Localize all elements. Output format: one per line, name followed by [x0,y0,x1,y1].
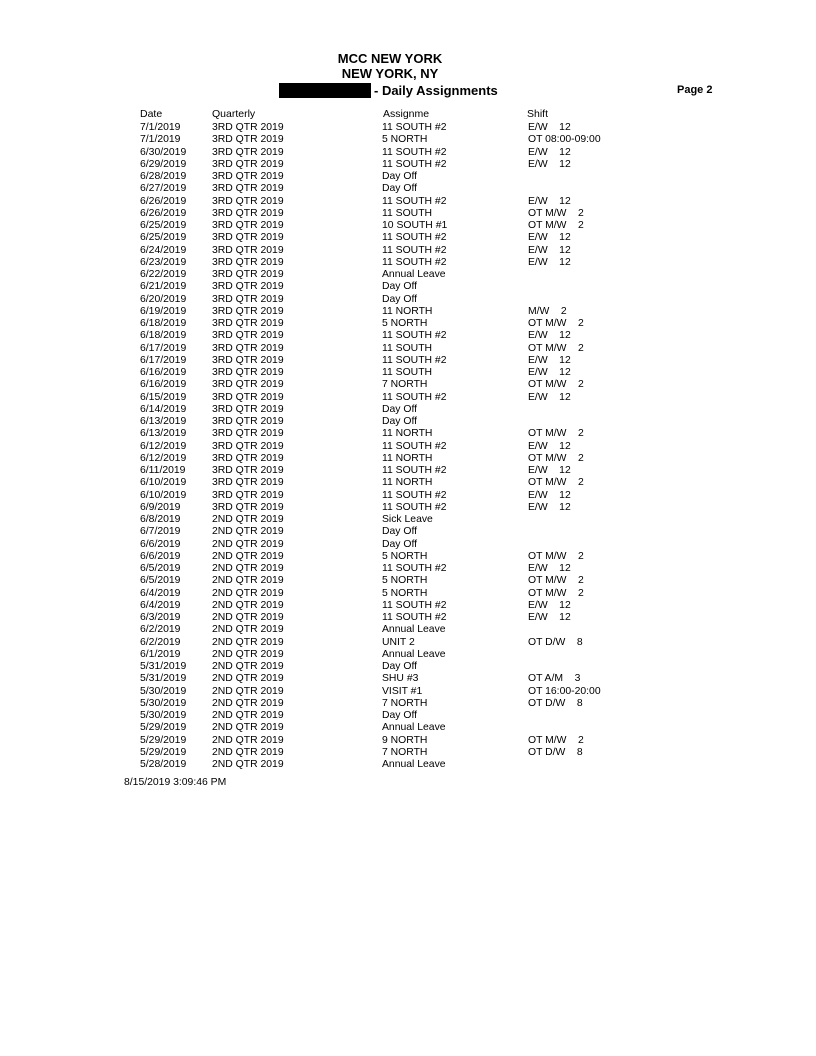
cell-date: 6/14/2019 [140,403,187,415]
cell-quarterly: 3RD QTR 2019 [212,330,284,342]
facility-name: MCC NEW YORK [337,51,443,66]
cell-assignment: 5 NORTH [382,134,428,146]
table-row [0,220,816,232]
table-row [0,404,816,416]
cell-shift: E/W 12 [528,391,571,403]
cell-quarterly: 3RD QTR 2019 [212,477,284,489]
cell-quarterly: 2ND QTR 2019 [212,710,284,721]
cell-assignment: 11 SOUTH [382,342,433,354]
cell-quarterly: 3RD QTR 2019 [212,305,284,317]
cell-shift: E/W 12 [528,367,571,378]
cell-quarterly: 3RD QTR 2019 [212,391,284,403]
cell-date: 5/29/2019 [140,734,187,746]
cell-shift: E/W 12 [528,330,571,342]
table-row [0,465,816,477]
table-row [0,563,816,575]
cell-assignment: 11 SOUTH #2 [382,489,447,501]
cell-shift: OT M/W 2 [528,318,584,329]
cell-assignment: Day Off [382,661,418,672]
table-row [0,624,816,636]
cell-date: 6/11/2019 [140,465,186,476]
cell-quarterly: 3RD QTR 2019 [212,416,284,427]
cell-date: 5/29/2019 [140,722,187,734]
column-header-quarterly: Quarterly [212,108,256,120]
cell-date: 6/8/2019 [140,514,181,525]
cell-quarterly: 3RD QTR 2019 [212,146,284,158]
cell-assignment: VISIT #1 [382,685,423,697]
cell-assignment: 7 NORTH [382,746,428,758]
cell-quarterly: 2ND QTR 2019 [212,661,284,672]
cell-date: 5/31/2019 [140,661,187,672]
table-row [0,575,816,587]
cell-shift: OT D/W 8 [528,746,583,758]
table-row [0,306,816,318]
cell-date: 6/17/2019 [140,354,187,366]
cell-assignment: 5 NORTH [382,550,428,562]
cell-assignment: 11 SOUTH #2 [382,256,447,268]
cell-assignment: 7 NORTH [382,697,428,709]
cell-assignment: SHU #3 [382,673,419,685]
cell-quarterly: 3RD QTR 2019 [212,183,284,195]
cell-date: 6/7/2019 [140,526,181,538]
cell-quarterly: 2ND QTR 2019 [212,587,284,599]
table-row [0,416,816,428]
report-title-line [279,82,498,98]
cell-assignment: 5 NORTH [382,587,428,599]
table-row [0,134,816,146]
cell-quarterly: 3RD QTR 2019 [212,440,284,452]
table-row [0,539,816,551]
cell-shift: E/W 12 [528,256,571,268]
cell-quarterly: 3RD QTR 2019 [212,158,284,170]
table-row [0,588,816,600]
cell-shift: E/W 12 [528,501,571,513]
cell-date: 6/13/2019 [140,428,187,440]
cell-assignment: 11 NORTH [382,452,433,464]
cell-quarterly: 3RD QTR 2019 [212,269,284,280]
cell-date: 6/6/2019 [140,538,181,550]
cell-shift: E/W 12 [528,354,571,366]
table-row [0,196,816,208]
cell-date: 6/9/2019 [140,501,181,513]
cell-assignment: 11 SOUTH #2 [382,330,447,342]
table-row [0,649,816,661]
cell-date: 6/16/2019 [140,367,187,378]
table-row [0,171,816,183]
cell-date: 6/4/2019 [140,587,181,599]
column-header-shift: Shift [527,108,549,120]
cell-quarterly: 3RD QTR 2019 [212,452,284,464]
cell-quarterly: 2ND QTR 2019 [212,538,284,550]
cell-assignment: 11 SOUTH #2 [382,232,447,244]
cell-assignment: Sick Leave [382,514,433,525]
cell-date: 5/31/2019 [140,673,187,685]
cell-assignment: 11 SOUTH #2 [382,440,447,452]
table-row [0,428,816,440]
cell-quarterly: 3RD QTR 2019 [212,465,284,476]
cell-quarterly: 3RD QTR 2019 [212,256,284,268]
cell-assignment: Annual Leave [382,269,446,280]
cell-assignment: Annual Leave [382,759,446,770]
table-row [0,281,816,293]
cell-quarterly: 3RD QTR 2019 [212,318,284,329]
cell-shift: OT M/W 2 [528,575,584,587]
cell-date: 6/28/2019 [140,171,187,182]
cell-assignment: 11 SOUTH #2 [382,391,447,403]
cell-shift: OT A/M 3 [528,673,581,685]
cell-quarterly: 3RD QTR 2019 [212,367,284,378]
cell-date: 6/29/2019 [140,158,187,170]
cell-assignment: Day Off [382,293,418,305]
table-row [0,673,816,685]
column-header-assignment: Assignme [383,108,430,120]
cell-assignment: 11 SOUTH #2 [382,563,447,574]
cell-shift: E/W 12 [528,122,571,133]
cell-assignment: Annual Leave [382,624,446,636]
cell-date: 6/16/2019 [140,379,187,391]
cell-assignment: 11 SOUTH #2 [382,501,447,513]
cell-assignment: 10 SOUTH #1 [382,220,448,231]
cell-date: 6/18/2019 [140,318,187,329]
table-row [0,245,816,257]
table-row [0,551,816,563]
cell-date: 6/23/2019 [140,256,187,268]
cell-date: 6/18/2019 [140,330,187,342]
table-row [0,147,816,159]
table-row [0,490,816,502]
cell-assignment: 11 NORTH [382,428,433,440]
cell-assignment: 7 NORTH [382,379,428,391]
cell-assignment: Day Off [382,281,418,293]
cell-assignment: Day Off [382,183,418,195]
cell-date: 5/29/2019 [140,746,187,758]
cell-quarterly: 3RD QTR 2019 [212,379,284,391]
table-row [0,722,816,734]
table-row [0,392,816,404]
cell-quarterly: 3RD QTR 2019 [212,232,284,244]
column-header-date: Date [140,108,163,120]
cell-assignment: 11 SOUTH #2 [382,122,447,133]
table-row [0,759,816,771]
cell-quarterly: 3RD QTR 2019 [212,293,284,305]
cell-date: 6/25/2019 [140,220,187,231]
cell-shift: E/W 12 [528,158,571,170]
cell-assignment: Day Off [382,710,418,721]
table-row [0,355,816,367]
cell-assignment: 11 SOUTH [382,367,433,378]
cell-shift: E/W 12 [528,232,571,244]
table-row [0,502,816,514]
cell-quarterly: 2ND QTR 2019 [212,624,284,636]
cell-quarterly: 3RD QTR 2019 [212,501,284,513]
print-timestamp: 8/15/2019 3:09:46 PM [124,777,227,788]
cell-quarterly: 2ND QTR 2019 [212,722,284,734]
cell-shift: OT M/W 2 [528,379,584,391]
cell-date: 6/20/2019 [140,293,187,305]
cell-quarterly: 3RD QTR 2019 [212,403,284,415]
cell-date: 6/15/2019 [140,391,187,403]
cell-assignment: Annual Leave [382,648,446,660]
cell-date: 7/1/2019 [140,134,181,146]
cell-assignment: 11 SOUTH #2 [382,158,447,170]
cell-shift: OT 08:00-09:00 [528,134,601,146]
cell-date: 6/10/2019 [140,489,187,501]
cell-quarterly: 3RD QTR 2019 [212,428,284,440]
cell-quarterly: 2ND QTR 2019 [212,685,284,697]
table-row [0,208,816,220]
table-row [0,612,816,624]
cell-shift: OT D/W 8 [528,697,583,709]
cell-shift: OT D/W 8 [528,636,583,648]
cell-shift: E/W 12 [528,146,571,158]
cell-assignment: Day Off [382,538,418,550]
cell-shift: OT M/W 2 [528,587,584,599]
cell-date: 6/5/2019 [140,575,181,587]
cell-shift: E/W 12 [528,563,571,574]
cell-shift: E/W 12 [528,244,571,256]
cell-date: 5/28/2019 [140,759,187,770]
cell-quarterly: 2ND QTR 2019 [212,599,284,611]
cell-assignment: UNIT 2 [382,636,415,648]
cell-date: 6/25/2019 [140,232,187,244]
cell-quarterly: 2ND QTR 2019 [212,673,284,685]
cell-date: 6/26/2019 [140,207,187,219]
table-row [0,637,816,649]
cell-shift: OT M/W 2 [528,452,584,464]
cell-quarterly: 3RD QTR 2019 [212,207,284,219]
cell-assignment: 11 NORTH [382,477,433,489]
cell-date: 6/26/2019 [140,195,187,207]
cell-date: 5/30/2019 [140,710,187,721]
table-row [0,600,816,612]
cell-date: 6/10/2019 [140,477,187,489]
table-row [0,294,816,306]
cell-date: 6/2/2019 [140,636,181,648]
table-row [0,343,816,355]
cell-shift: M/W 2 [528,305,567,317]
cell-assignment: 11 SOUTH #2 [382,195,447,207]
table-row [0,183,816,195]
table-row [0,318,816,330]
page-number: Page 2 [677,84,713,96]
cell-assignment: Annual Leave [382,722,446,734]
cell-assignment: 11 SOUTH #2 [382,612,447,623]
cell-assignment: 11 SOUTH #2 [382,599,447,611]
cell-date: 6/24/2019 [140,244,187,256]
cell-quarterly: 2ND QTR 2019 [212,563,284,574]
table-row [0,477,816,489]
cell-assignment: Day Off [382,171,418,182]
cell-assignment: 11 SOUTH #2 [382,244,447,256]
table-row [0,686,816,698]
table-row [0,159,816,171]
cell-quarterly: 3RD QTR 2019 [212,122,284,133]
cell-shift: OT 16:00-20:00 [528,685,601,697]
cell-shift: OT M/W 2 [528,220,584,231]
cell-shift: E/W 12 [528,465,571,476]
cell-date: 6/19/2019 [140,305,187,317]
cell-shift: E/W 12 [528,195,571,207]
cell-date: 5/30/2019 [140,685,187,697]
cell-assignment: Day Off [382,526,418,538]
cell-quarterly: 2ND QTR 2019 [212,526,284,538]
cell-quarterly: 3RD QTR 2019 [212,342,284,354]
cell-date: 6/30/2019 [140,146,187,158]
cell-shift: OT M/W 2 [528,477,584,489]
cell-shift: E/W 12 [528,612,571,623]
cell-quarterly: 2ND QTR 2019 [212,734,284,746]
cell-date: 6/2/2019 [140,624,181,636]
cell-assignment: 5 NORTH [382,575,428,587]
cell-shift: E/W 12 [528,440,571,452]
cell-assignment: 5 NORTH [382,318,428,329]
cell-assignment: 11 SOUTH [382,207,433,219]
table-row [0,710,816,722]
cell-shift: OT M/W 2 [528,342,584,354]
table-row [0,122,816,134]
cell-quarterly: 2ND QTR 2019 [212,648,284,660]
cell-quarterly: 3RD QTR 2019 [212,171,284,182]
cell-quarterly: 3RD QTR 2019 [212,489,284,501]
table-row [0,367,816,379]
table-row [0,735,816,747]
table-row [0,269,816,281]
table-row [0,526,816,538]
cell-assignment: Day Off [382,403,418,415]
cell-assignment: 11 SOUTH #2 [382,146,447,158]
cell-quarterly: 2ND QTR 2019 [212,746,284,758]
cell-assignment: 11 NORTH [382,305,433,317]
cell-assignment: 9 NORTH [382,734,428,746]
assignment-table-body [0,122,816,771]
cell-date: 5/30/2019 [140,697,187,709]
table-row [0,453,816,465]
cell-assignment: 11 SOUTH #2 [382,465,447,476]
cell-date: 6/22/2019 [140,269,187,280]
cell-quarterly: 3RD QTR 2019 [212,220,284,231]
report-title: - Daily Assignments [374,82,498,98]
cell-shift: OT M/W 2 [528,550,584,562]
cell-assignment: 11 SOUTH #2 [382,354,447,366]
cell-shift: OT M/W 2 [528,428,584,440]
cell-quarterly: 2ND QTR 2019 [212,575,284,587]
cell-shift: OT M/W 2 [528,207,584,219]
cell-date: 6/6/2019 [140,550,181,562]
table-row [0,698,816,710]
table-row [0,257,816,269]
cell-date: 7/1/2019 [140,122,181,133]
cell-shift: OT M/W 2 [528,734,584,746]
table-row [0,232,816,244]
cell-date: 6/4/2019 [140,599,181,611]
cell-assignment: Day Off [382,416,418,427]
cell-date: 6/21/2019 [140,281,187,293]
cell-quarterly: 3RD QTR 2019 [212,354,284,366]
cell-date: 6/5/2019 [140,563,181,574]
table-row [0,330,816,342]
cell-date: 6/12/2019 [140,440,187,452]
cell-quarterly: 3RD QTR 2019 [212,134,284,146]
cell-date: 6/1/2019 [140,648,181,660]
cell-shift: E/W 12 [528,599,571,611]
table-row [0,514,816,526]
cell-date: 6/27/2019 [140,183,187,195]
redaction-box [279,83,371,98]
facility-location: NEW YORK, NY [341,66,439,81]
cell-quarterly: 2ND QTR 2019 [212,636,284,648]
cell-quarterly: 3RD QTR 2019 [212,244,284,256]
cell-quarterly: 3RD QTR 2019 [212,281,284,293]
cell-quarterly: 2ND QTR 2019 [212,550,284,562]
table-row [0,747,816,759]
cell-quarterly: 2ND QTR 2019 [212,759,284,770]
table-row [0,379,816,391]
table-row [0,441,816,453]
cell-quarterly: 2ND QTR 2019 [212,514,284,525]
cell-date: 6/3/2019 [140,612,181,623]
cell-date: 6/12/2019 [140,452,187,464]
cell-date: 6/17/2019 [140,342,187,354]
cell-date: 6/13/2019 [140,416,187,427]
cell-quarterly: 2ND QTR 2019 [212,697,284,709]
cell-quarterly: 2ND QTR 2019 [212,612,284,623]
cell-quarterly: 3RD QTR 2019 [212,195,284,207]
table-row [0,661,816,673]
cell-shift: E/W 12 [528,489,571,501]
